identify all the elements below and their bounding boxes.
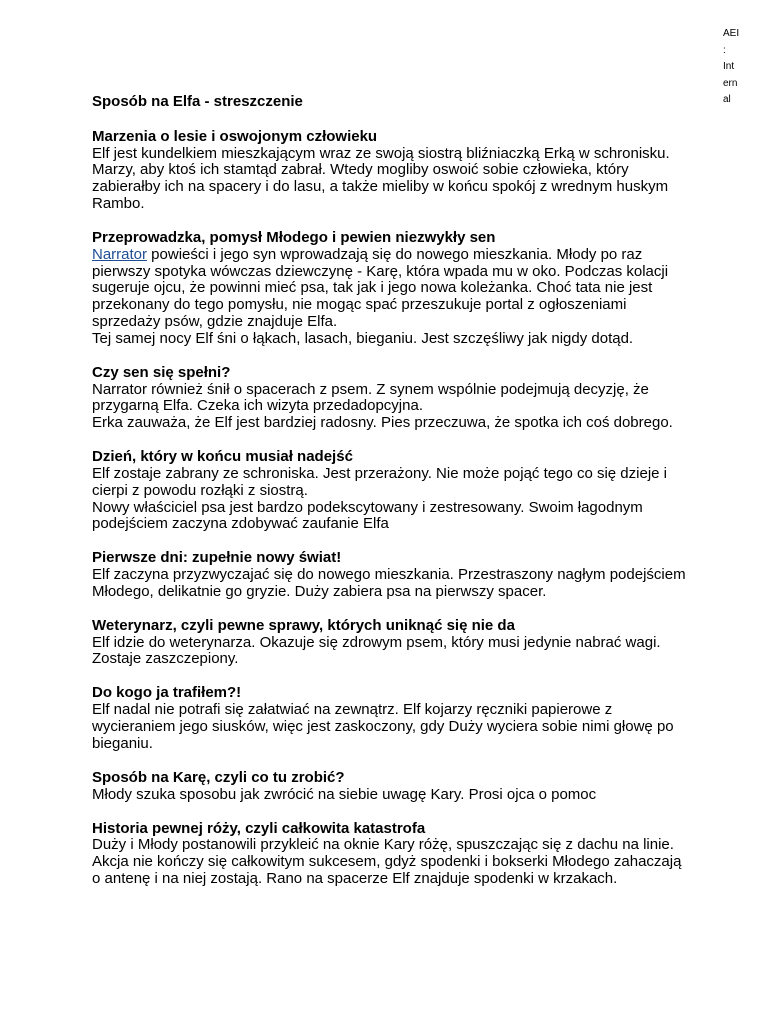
section-marzenia bbox=[92, 129, 692, 213]
section-weterynarz bbox=[92, 618, 692, 668]
section-heading: Sposób na Karę, czyli co tu zrobić? bbox=[92, 768, 345, 786]
classification-label-line: AEI bbox=[723, 28, 740, 39]
section-paragraph: Elf nadal nie potrafi się załatwiać na zewnątrz. Elf kojarzy ręczniki papierowe z wycieraniem jego siusków, więc jest zaskoczony, gdy Duży wyciera sobie nimi głowę po bieganiu. bbox=[92, 701, 674, 752]
section-czy-sen bbox=[92, 365, 692, 432]
section-heading: Weterynarz, czyli pewne sprawy, których uniknąć się nie da bbox=[92, 616, 515, 634]
document-body bbox=[92, 94, 692, 905]
section-heading: Pierwsze dni: zupełnie nowy świat! bbox=[92, 549, 342, 567]
section-heading: Marzenia o lesie i oswojonym człowieku bbox=[92, 127, 378, 145]
section-paragraph: Narrator również śnił o spacerach z psem. Z synem wspólnie podejmują decyzję, że przygarną Elfa. Czeka ich wizyta przedadopcyjna. bbox=[92, 380, 649, 415]
section-historia-rozy bbox=[92, 821, 692, 888]
section-paragraph: Erka zauważa, że Elf jest bardziej radosny. Pies przeczuwa, że spotka ich coś dobrego. bbox=[92, 414, 673, 432]
section-heading: Dzień, który w końcu musiał nadejść bbox=[92, 448, 353, 466]
section-heading: Historia pewnej róży, czyli całkowita katastrofa bbox=[92, 819, 426, 837]
section-pierwsze-dni bbox=[92, 550, 692, 600]
section-heading: Przeprowadzka, pomysł Młodego i pewien niezwykły sen bbox=[92, 228, 496, 246]
classification-label-line: al bbox=[723, 94, 731, 105]
section-dzien bbox=[92, 449, 692, 533]
section-paragraph: Elf jest kundelkiem mieszkającym wraz ze swoją siostrą bliźniaczką Erką w schronisku. Marzy, aby ktoś ich stamtąd zabrał. Wtedy mogliby oswoić sobie człowieka, który zabierałby ich na spacery i do lasu, a także mieliby w końcu spokój z wrednym huskym Rambo. bbox=[92, 144, 670, 212]
section-paragraph: Tej samej nocy Elf śni o łąkach, lasach, bieganiu. Jest szczęśliwy jak nigdy dotąd. bbox=[92, 329, 634, 347]
section-przeprowadzka bbox=[92, 230, 692, 348]
narrator-link[interactable]: Narrator bbox=[92, 245, 148, 263]
section-paragraph: Nowy właściciel psa jest bardzo podekscytowany i zestresowany. Swoim łagodnym podejściem zaczyna zdobywać zaufanie Elfa bbox=[92, 498, 643, 533]
paragraph-text: powieści i jego syn wprowadzają się do nowego mieszkania. Młody po raz pierwszy spotyka wówczas dziewczynę - Karę, która wpada mu w oko. Podczas kolacji sugeruje ojcu, że powinni mieć psa, tak jak i jego nowa koleżanka. Choć tata nie jest przekonany do tego pomysłu, nie mogąc spać przeszukuje portal z ogłoszeniami sprzedaży psów, gdzie znajduje Elfa. bbox=[92, 245, 669, 330]
section-paragraph: Elf zostaje zabrany ze schroniska. Jest przerażony. Nie może pojąć tego co się dzieje i cierpi z powodu rozłąki z siostrą. bbox=[92, 464, 667, 499]
classification-label bbox=[723, 26, 763, 109]
classification-label-line: Int bbox=[723, 61, 735, 72]
section-paragraph: Duży i Młody postanowili przykleić na oknie Kary różę, spuszczając się z dachu na linie. Akcja nie kończy się całkowitym sukcesem, gdyż spodenki i bokserki Młodego zahaczają o antenę i na niej zostają. Rano na spacerze Elf znajduje spodenki w krzakach. bbox=[92, 836, 682, 887]
classification-label-line: ern bbox=[723, 77, 738, 89]
section-paragraph: Elf idzie do weterynarza. Okazuje się zdrowym psem, który musi jedynie nabrać wagi. Zostaje zaszczepiony. bbox=[92, 633, 661, 668]
section-paragraph: Młody szuka sposobu jak zwrócić na siebie uwagę Kary. Prosi ojca o pomoc bbox=[92, 785, 597, 803]
section-heading: Do kogo ja trafiłem?! bbox=[92, 684, 242, 702]
section-do-kogo bbox=[92, 685, 692, 752]
section-sposob-na-kare bbox=[92, 770, 692, 804]
document-title: Sposób na Elfa - streszczenie bbox=[92, 93, 303, 110]
section-paragraph bbox=[92, 247, 692, 331]
section-heading: Czy sen się spełni? bbox=[92, 363, 231, 381]
classification-label-line: : bbox=[723, 44, 726, 56]
section-paragraph: Elf zaczyna przyzwyczajać się do nowego mieszkania. Przestraszony nagłym podejściem Młodego, delikatnie go gryzie. Duży zabiera psa na pierwszy spacer. bbox=[92, 566, 686, 600]
